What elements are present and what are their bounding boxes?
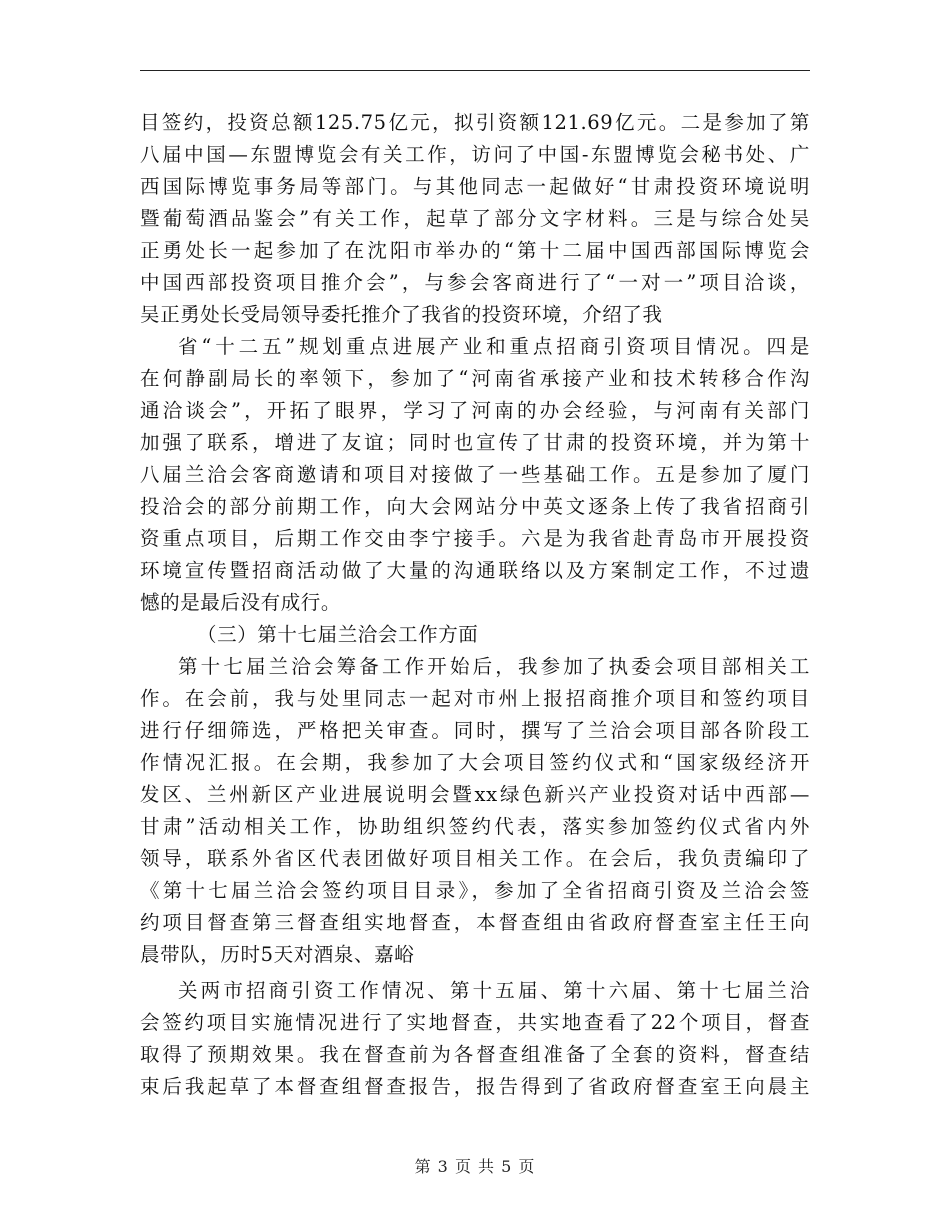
paragraph-start-line: 省“十二五”规划重点进展产业和重点招商引资项目情况。四是 <box>178 335 810 358</box>
text-line: 八届中国—东盟博览会有关工作，访问了中国-东盟博览会秘书处、广 <box>140 143 810 166</box>
paragraph-start-line: 关两市招商引资工作情况、第十五届、第十六届、第十七届兰洽 <box>178 979 810 1002</box>
text-line: 八届兰洽会客商邀请和项目对接做了一些基础工作。五是参加了厦门 <box>140 463 810 486</box>
text-line: 加强了联系，增进了友谊；同时也宣传了甘肃的投资环境，并为第十 <box>140 431 810 454</box>
text-line: 领导，联系外省区代表团做好项目相关工作。在会后，我负责编印了 <box>140 847 810 870</box>
text-line: 作情况汇报。在会期，我参加了大会项目签约仪式和“国家级经济开 <box>140 751 810 774</box>
text-line: 在何静副局长的率领下，参加了“河南省承接产业和技术转移合作沟 <box>140 367 810 390</box>
text-line: 暨葡萄酒品鉴会”有关工作，起草了部分文字材料。三是与综合处吴 <box>140 207 810 230</box>
text-line: 晨带队，历时5天对酒泉、嘉峪 <box>140 943 415 966</box>
text-line: 吴正勇处长受局领导委托推介了我省的投资环境，介绍了我 <box>140 303 663 326</box>
text-line: 憾的是最后没有成行。 <box>140 591 342 614</box>
text-line: 资重点项目，后期工作交由李宁接手。六是为我省赴青岛市开展投资 <box>140 527 810 550</box>
text-line: 通洽谈会”，开拓了眼界，学习了河南的办会经验，与河南有关部门 <box>140 399 810 422</box>
text-line: 束后我起草了本督查组督查报告，报告得到了省政府督查室王向晨主 <box>140 1075 810 1098</box>
text-line: 环境宣传暨招商活动做了大量的沟通联络以及方案制定工作，不过遗 <box>140 559 810 582</box>
text-line: 作。在会前，我与处里同志一起对市州上报招商推介项目和签约项目 <box>140 687 810 710</box>
text-line: 约项目督查第三督查组实地督查，本督查组由省政府督查室主任王向 <box>140 911 810 934</box>
text-line: 《第十七届兰洽会签约项目目录》，参加了全省招商引资及兰洽会签 <box>140 879 810 902</box>
text-line: 正勇处长一起参加了在沈阳市举办的“第十二届中国西部国际博览会 <box>140 239 810 262</box>
text-line: 甘肃”活动相关工作，协助组织签约代表，落实参加签约仪式省内外 <box>140 815 810 838</box>
section-heading: （三）第十七届兰洽会工作方面 <box>197 623 479 646</box>
header-rule <box>140 70 810 71</box>
text-line: 取得了预期效果。我在督查前为各督查组准备了全套的资料，督查结 <box>140 1043 810 1066</box>
document-body <box>140 107 810 1103</box>
text-line: 发区、兰州新区产业进展说明会暨xx绿色新兴产业投资对话中西部— <box>140 783 810 806</box>
text-line: 投洽会的部分前期工作，向大会网站分中英文逐条上传了我省招商引 <box>140 495 810 518</box>
paragraph-start-line: 第十七届兰洽会筹备工作开始后，我参加了执委会项目部相关工 <box>178 655 810 678</box>
text-line: 进行仔细筛选，严格把关审查。同时，撰写了兰洽会项目部各阶段工 <box>140 719 810 742</box>
text-line: 西国际博览事务局等部门。与其他同志一起做好“甘肃投资环境说明 <box>140 175 810 198</box>
text-line: 目签约，投资总额125.75亿元，拟引资额121.69亿元。二是参加了第 <box>140 111 810 134</box>
page-footer: 第 3 页 共 5 页 <box>414 1157 536 1176</box>
text-line: 会签约项目实施情况进行了实地督查，共实地查看了22个项目，督查 <box>140 1011 810 1034</box>
text-line: 中国西部投资项目推介会”，与参会客商进行了“一对一”项目洽谈， <box>140 271 810 294</box>
